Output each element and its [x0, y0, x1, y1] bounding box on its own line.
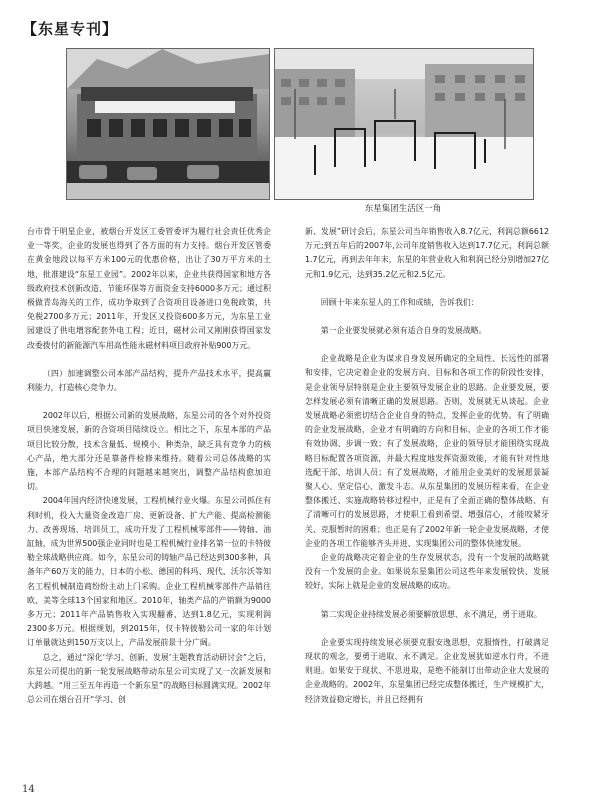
paragraph: 2004年国内经济快速发展，工程机械行业火爆。东星公司抓住有利时机，投入大量资金改造厂房、更新设备、扩大产能、提高检测能力、改善现场、培训员工，成功开发了工程机械零部件——铸轴、油缸轴，成为世界500强企业同时也是工程机械行业排名第一位的卡特彼勒全球战略供应商。如今，东星公司的铸轴产品已经达到300多种，具备年产60万支的能力，日本的小松、德国的科玛、现代、沃尔沃等知名工程机械制造商纷纷主动上门采购。企业工程机械零部件产品销往欧、美等全球13个国家和地区。2010年，轴类产品的产销额为9000多万元；2011年产品销售收入实现翻番，达到1.8亿元，实现利润2300多万元。根据规划，到2015年，仅卡特彼勒公司一家的年计划订单量就达到150万支以上，产品发展前景十分广阔。 [27, 496, 271, 648]
paragraph: 企业要实现持续发展必须要克服安逸思想，克服惰性，打破满足现状的观念，要勇于进取、永不满足。企业发展犹如逆水行舟，不进则退。如果安于现状、不思进取，是绝不能制订出带动企业大发展的企业战略的。2002年，东星集团已经完成整体搬迁，生产规模扩大，经济效益稳定增长，并且已经拥有 [305, 637, 549, 704]
section-title: 【东星专刊】 [22, 20, 119, 38]
office-building-photo [66, 48, 270, 200]
page-number: 14 [22, 784, 35, 795]
photo-caption: 东星集团生活区一角 [364, 204, 442, 214]
subheading: （四）加速调整公司本部产品结构，提升产品技术水平，提高赢利能力，打造核心竞争力。 [27, 368, 271, 393]
paragraph: 2002年以后，根据公司新的发展战略，东星公司的各个对外投资项目快速发展，新的合资项目陆续设立。相比之下，东星本部的产品项目比较分散，技术含量低、规模小、种类杂，缺乏具有竞争力的核心产品，绝大部分还是靠备件检修来维持。随着公司总体战略的实施，本部产品结构不合理的问题越来越突出，调整产品结构愈加迫切。 [27, 411, 271, 492]
paragraph: 台市骨干明星企业，被烟台开发区工委管委评为履行社会责任优秀企业一等奖，企业的发展也得到了各方面的有力支持。烟台开发区管委在黄金地段以每平方米100元的优惠价格，出让了30万平方米的土地，批准建设“东星工业园”。2002年以来，企业共获得国家和地方各级政府技术创新改造、节能环保等方面资金支持6000多万元；通过积极做青岛海关的工作，成功争取到了合资项目设备进口免税政策，共免税2700多万元；2011年，开发区又投资600多万元，为东星工业园建设了供电增容配套外电工程；近日，磁材公司又刚刚获得国家发改委拨付的新能源汽车用高性能永磁材料项目政府补贴900万元。 [27, 227, 271, 350]
left-text-column [27, 225, 271, 708]
paragraph: 总之，通过“深化‘学习、创新、发展’主题教育活动研讨会”之后，东星公司提出的新一轮发展战略带动东星公司实现了又一次新发展和大跨越。“用三至五年再造一个新东星”的战略目标圆满实现。2002年总公司在烟台召开“学习、创 [27, 652, 271, 705]
paragraph: 企业的战略决定着企业的生存发展状态，没有一个发展的战略就没有一个发展的企业。如果说东星集团公司这些年来发展较快、发展较好，实际上就是企业的发展战略的成功。 [305, 553, 549, 591]
subheading: 第一企业要发展就必须有适合自身的发展战略。 [320, 326, 487, 336]
living-area-photo [274, 48, 534, 200]
paragraph: 企业战略是企业为谋求自身发展所确定的全局性、长远性的部署和安排，它决定着企业的发展方向、目标和各项工作的阶段性安排，是企业领导层特别是企业主要领导发展企业的思路。企业要发展，要怎样发展必须有清晰正确的发展思路。否则，发展就无从谈起。企业发展战略必须密切结合企业自身的特点，发挥企业的优势。有了明确的企业发展战略，企业才有明确的方向和目标，企业的各项工作才能有效协调、步调一致；有了发展战略，企业的领导层才能围绕实现战略目标配置各项资源，并最大程度地发挥资源效能，才能有针对性地选配干部、培训人员；有了发展战略，才能用企业美好的发展愿景凝聚人心、坚定信心、激发斗志。从东星集团的发展历程来看，在企业整体搬迁、实施战略转移过程中，正是有了全面正确的整体战略、有了清晰可行的发展思路，才使职工看到希望、增强信心，才能咬紧牙关、克服暂时的困难；也正是有了2002年新一轮企业发展战略，才使企业的各项工作能够齐头并进、实现集团公司的整体快速发展。 [305, 354, 549, 548]
paragraph: 新、发展”研讨会后，东星公司当年销售收入8.7亿元，利润总额6612万元;到五年后的2007年,公司年度销售收入达到17.7亿元，利润总额1.7亿元，再到去年年末，东星的年营业收入和利润已经分别增加27亿元和1.9亿元，达到35.2亿元和2.5亿元。 [305, 227, 549, 279]
subheading: 第二实现企业持续发展必须要解放思想、永不满足，勇于进取。 [320, 609, 542, 619]
paragraph: 回顾十年来东星人的工作和成绩，告诉我们： [320, 297, 479, 307]
right-text-column [305, 225, 549, 707]
